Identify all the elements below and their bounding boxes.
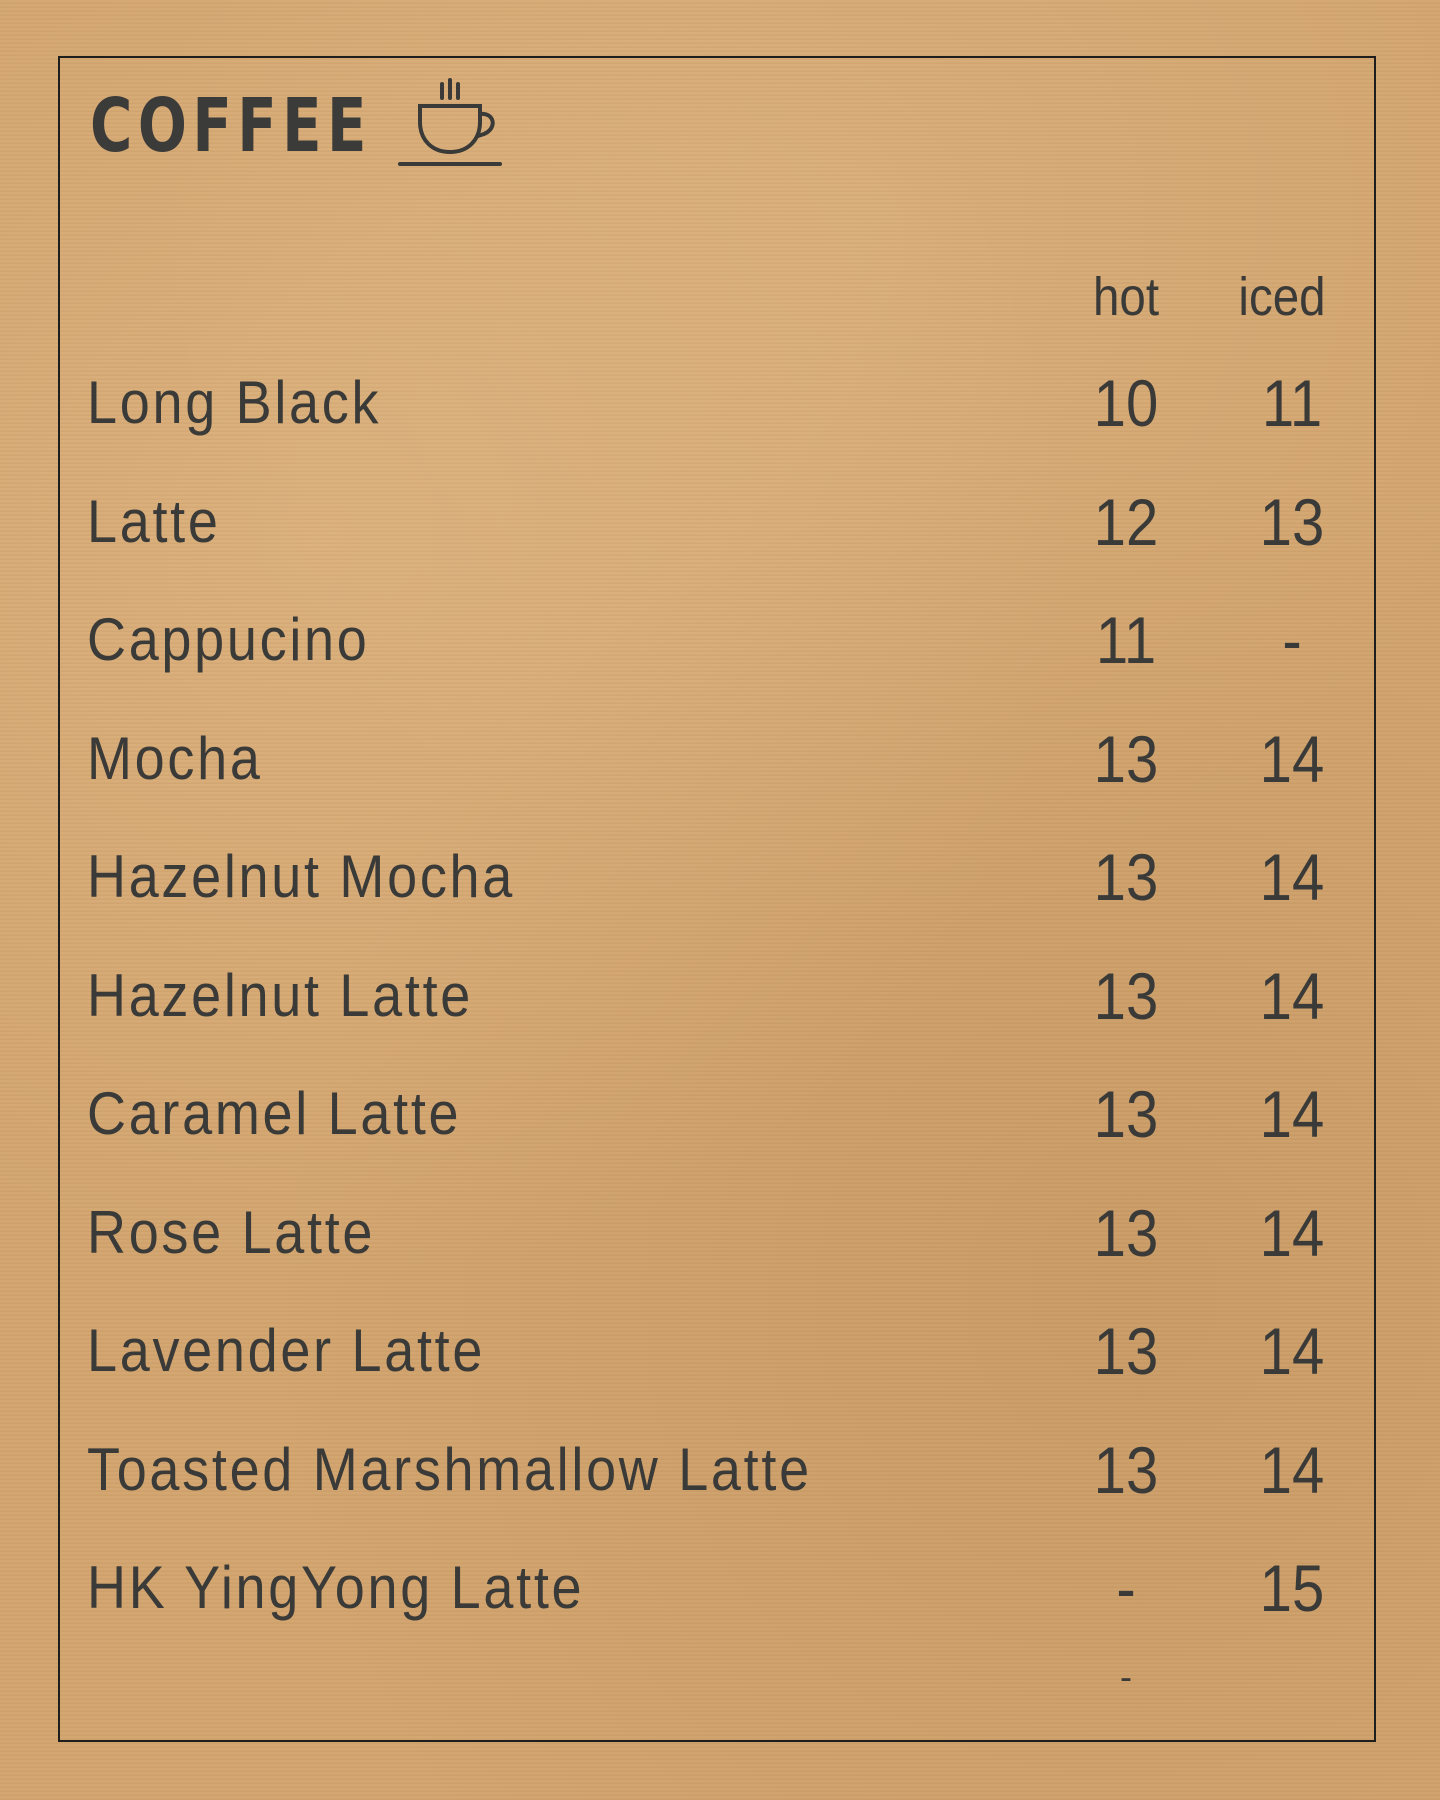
price-iced: 14: [1259, 840, 1325, 914]
price-hot: 10: [1093, 366, 1159, 440]
menu-item: [0, 951, 1440, 1041]
item-name: Long Black: [87, 369, 382, 436]
price-hot: 13: [1093, 1432, 1159, 1507]
price-iced: 13: [1259, 484, 1325, 559]
price-hot: 13: [1093, 1314, 1159, 1388]
menu-title: COFFEE: [90, 83, 372, 169]
menu-item: [0, 477, 1440, 567]
menu-item: [0, 1543, 1440, 1633]
price-iced: 11: [1261, 366, 1323, 440]
item-name: Rose Latte: [87, 1198, 376, 1266]
item-name: Toasted Marshmallow Latte: [87, 1435, 812, 1503]
price-iced: 14: [1259, 1314, 1325, 1388]
price-iced: 14: [1259, 1432, 1325, 1507]
trailing-dash: -: [1120, 1656, 1132, 1697]
price-iced: -: [1282, 603, 1302, 677]
menu-item: [0, 1069, 1440, 1159]
column-header-iced: iced: [1238, 267, 1326, 327]
item-name: Mocha: [87, 724, 263, 792]
menu-item: [0, 1188, 1440, 1278]
menu-item: [0, 714, 1440, 804]
price-iced: 14: [1259, 1077, 1325, 1151]
menu-item: [0, 595, 1440, 685]
menu-item: [0, 358, 1440, 448]
price-iced: 14: [1259, 721, 1325, 796]
item-name: Latte: [87, 487, 221, 555]
item-name: Caramel Latte: [87, 1080, 462, 1147]
item-name: Lavender Latte: [87, 1317, 486, 1384]
menu-item: [0, 1306, 1440, 1396]
price-iced: 14: [1259, 958, 1325, 1033]
price-hot: 13: [1093, 1195, 1159, 1270]
price-hot: 13: [1093, 958, 1159, 1033]
item-name: Hazelnut Latte: [87, 961, 474, 1029]
price-iced: 14: [1259, 1195, 1325, 1270]
item-name: HK YingYong Latte: [87, 1554, 585, 1621]
menu-item: [0, 1425, 1440, 1515]
price-hot: 13: [1093, 840, 1159, 914]
menu-item: [0, 832, 1440, 922]
item-name: Cappucino: [87, 606, 370, 673]
coffee-cup-icon: [398, 78, 506, 168]
price-iced: 15: [1259, 1551, 1325, 1625]
price-hot: 13: [1093, 1077, 1159, 1151]
price-hot: 12: [1093, 484, 1159, 559]
price-hot: 11: [1095, 603, 1157, 677]
price-hot: 13: [1093, 721, 1159, 796]
price-hot: -: [1116, 1551, 1136, 1625]
column-header-hot: hot: [1092, 267, 1160, 327]
item-name: Hazelnut Mocha: [87, 843, 516, 910]
